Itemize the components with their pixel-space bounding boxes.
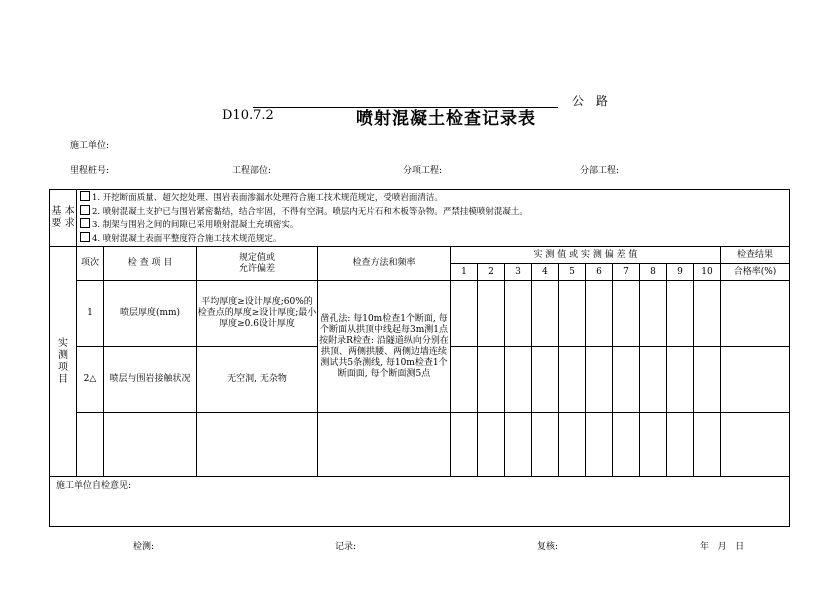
measure-cell[interactable] xyxy=(478,281,505,347)
date-label: 年 月 日 xyxy=(700,542,745,552)
inspection-table xyxy=(49,189,790,527)
measure-number: 5 xyxy=(559,264,586,281)
col-spec-header: 规定值或 允许偏差 xyxy=(197,247,318,281)
table-row xyxy=(50,413,790,477)
table-header-row xyxy=(50,247,790,264)
measure-number: 10 xyxy=(694,264,721,281)
row-item: 喷层与围岩接触状况 xyxy=(104,347,197,413)
row-index: 1 xyxy=(77,281,104,347)
road-type-label: 公 路 xyxy=(572,94,612,108)
result-cell[interactable] xyxy=(721,413,790,477)
subitem-label: 分项工程: xyxy=(403,166,443,176)
site-label: 工程部位: xyxy=(232,166,272,176)
form-id: D10.7.2 xyxy=(222,108,274,123)
measure-cell[interactable] xyxy=(694,347,721,413)
col-method-header: 检查方法和频率 xyxy=(318,247,451,281)
measure-cell[interactable] xyxy=(667,413,694,477)
basic-requirements-row xyxy=(50,190,790,247)
basic-char: 基 xyxy=(51,206,62,217)
requirements-list xyxy=(77,190,790,247)
basic-char: 要 xyxy=(51,218,62,229)
measure-cell[interactable] xyxy=(613,347,640,413)
result-cell[interactable] xyxy=(721,281,790,347)
subpart-label: 分部工程: xyxy=(580,166,620,176)
measure-number: 1 xyxy=(451,264,478,281)
checkbox-icon[interactable] xyxy=(80,232,90,242)
measure-cell[interactable] xyxy=(640,281,667,347)
measured-items-label: 实 测 项 目 xyxy=(50,247,77,477)
basic-char: 求 xyxy=(64,218,75,229)
requirement-item[interactable]: 1. 开挖断面质量、超欠挖处理、围岩表面渗漏水处理符合施工技术规范规定，受喷岩面清洁。 xyxy=(77,191,789,205)
row-method[interactable] xyxy=(318,413,451,477)
row-spec: 平均厚度≥设计厚度;60%的检查点的厚度≥设计厚度;最小厚度≥0.6设计厚度 xyxy=(197,281,318,347)
row-index[interactable] xyxy=(77,413,104,477)
measure-number: 2 xyxy=(478,264,505,281)
table-row xyxy=(50,281,790,347)
measure-cell[interactable] xyxy=(451,281,478,347)
measure-cell[interactable] xyxy=(694,413,721,477)
measure-number: 3 xyxy=(505,264,532,281)
measure-cell[interactable] xyxy=(640,413,667,477)
measure-number: 4 xyxy=(532,264,559,281)
measure-cell[interactable] xyxy=(586,281,613,347)
measure-cell[interactable] xyxy=(532,347,559,413)
inspector-label: 检测: xyxy=(133,542,155,552)
measure-number: 7 xyxy=(613,264,640,281)
requirement-item[interactable]: 2. 喷射混凝土支护已与围岩紧密黏结，结合牢固，不得有空洞。喷层内无片石和木板等杂物。严禁挂模喷射混凝土。 xyxy=(77,205,789,219)
measure-cell[interactable] xyxy=(505,413,532,477)
measure-number: 6 xyxy=(586,264,613,281)
row-item: 喷层厚度(mm) xyxy=(104,281,197,347)
measure-cell[interactable] xyxy=(505,347,532,413)
measure-cell[interactable] xyxy=(532,413,559,477)
measure-number: 9 xyxy=(667,264,694,281)
measure-cell[interactable] xyxy=(613,413,640,477)
construction-unit-label: 施工单位: xyxy=(70,141,110,151)
opinion-row xyxy=(50,477,790,527)
col-result-header: 检查结果 xyxy=(721,247,790,264)
measure-cell[interactable] xyxy=(559,413,586,477)
checkbox-icon[interactable] xyxy=(80,191,90,201)
measure-number: 8 xyxy=(640,264,667,281)
measure-cell[interactable] xyxy=(640,347,667,413)
measure-cell[interactable] xyxy=(559,347,586,413)
measure-cell[interactable] xyxy=(694,281,721,347)
checkbox-icon[interactable] xyxy=(80,205,90,215)
basic-requirements-label xyxy=(50,190,77,247)
col-index-header: 项次 xyxy=(77,247,104,281)
checkbox-icon[interactable] xyxy=(80,218,90,228)
measure-cell[interactable] xyxy=(667,347,694,413)
measure-cell[interactable] xyxy=(451,347,478,413)
col-item-header: 检 查 项 目 xyxy=(104,247,197,281)
measure-cell[interactable] xyxy=(451,413,478,477)
reviewer-label: 复核: xyxy=(537,542,559,552)
measure-cell[interactable] xyxy=(586,347,613,413)
page-title: 喷射混凝土检查记录表 xyxy=(356,109,536,129)
recorder-label: 记录: xyxy=(335,542,357,552)
result-cell[interactable] xyxy=(721,347,790,413)
row-spec[interactable] xyxy=(197,413,318,477)
self-check-opinion[interactable] xyxy=(50,477,790,527)
measure-cell[interactable] xyxy=(478,413,505,477)
measure-cell[interactable] xyxy=(667,281,694,347)
row-index: 2△ xyxy=(77,347,104,413)
measure-cell[interactable] xyxy=(532,281,559,347)
measure-cell[interactable] xyxy=(586,413,613,477)
opinion-label: 施工单位自检意见: xyxy=(56,481,132,491)
measure-cell[interactable] xyxy=(613,281,640,347)
basic-char: 本 xyxy=(64,206,75,217)
measure-cell[interactable] xyxy=(559,281,586,347)
row-method: 凿孔法: 每10m检查1个断面, 每个断面从拱顶中线起每3m测1点 按附录R检查: 沿隧道纵向分别在拱顶、两侧拱腰、两侧边墙连续测试共5条测线, 每10m检查1个断面面, 每个断面测5点 xyxy=(318,281,451,413)
row-item[interactable] xyxy=(104,413,197,477)
station-label: 里程桩号: xyxy=(70,166,110,176)
col-measured-header: 实 测 值 或 实 测 偏 差 值 xyxy=(451,247,721,264)
measure-cell[interactable] xyxy=(478,347,505,413)
measure-cell[interactable] xyxy=(505,281,532,347)
requirement-item[interactable]: 4. 喷射混凝土表面平整度符合施工技术规范规定。 xyxy=(77,232,789,246)
requirement-item[interactable]: 3. 制架与围岩之间的间隙已采用喷射混凝土充填密实。 xyxy=(77,218,789,232)
row-spec: 无空洞, 无杂物 xyxy=(197,347,318,413)
col-rate-header: 合格率(%) xyxy=(721,264,790,281)
